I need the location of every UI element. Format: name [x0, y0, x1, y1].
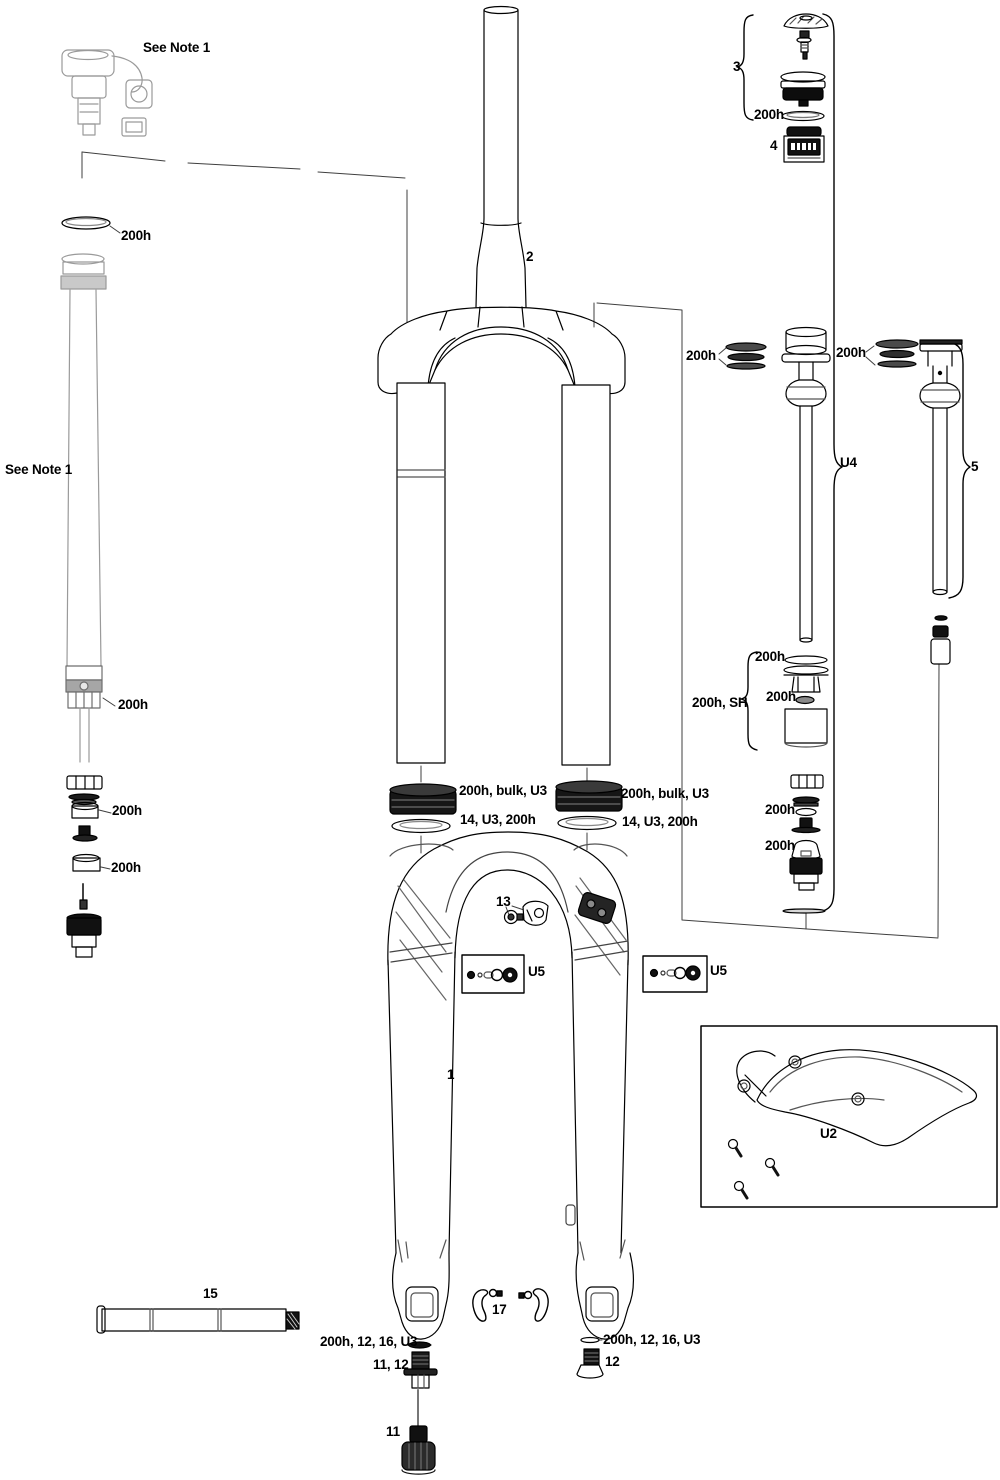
bottomless-token-4	[784, 127, 824, 162]
brace-5	[949, 342, 970, 598]
oring-top-left-label: 200h	[121, 228, 151, 243]
dropout-left	[393, 1240, 450, 1339]
seal-left-label: 200h, bulk, U3	[459, 783, 547, 798]
seal-rings-5	[876, 340, 918, 367]
part-13-label: 13	[496, 894, 511, 909]
dust-seal-right	[556, 781, 622, 811]
left-cup1-label: 200h	[112, 803, 142, 818]
foam-right-label: 14, U3, 200h	[622, 814, 698, 829]
airshaft-label: 200h	[118, 697, 148, 712]
rebound-knob-11	[402, 1390, 435, 1474]
hardware-kit-u5-right	[643, 956, 707, 992]
left-cup2-label: 200h	[111, 860, 141, 875]
dust-seal-left	[390, 784, 456, 814]
seal-rings-u4	[726, 343, 766, 369]
oring-group3-label: 200h	[754, 107, 784, 122]
rebound-bolt-12	[577, 1349, 603, 1378]
fender-kit-u2	[701, 1026, 997, 1207]
top-cap-group-3	[781, 14, 828, 106]
u5-right-label: U5	[710, 963, 727, 978]
part-12-label: 12	[605, 1354, 620, 1369]
fender-screws	[729, 1140, 779, 1199]
crush-right-label: 200h, 12, 16, U3	[603, 1332, 701, 1347]
mid-washer-label: 200h	[765, 802, 795, 817]
note-top-label: See Note 1	[143, 40, 211, 55]
leader-lines	[82, 152, 939, 1340]
rebound-adjuster-11-12	[404, 1352, 437, 1388]
part-11-label: 11	[386, 1424, 400, 1439]
fender-bolt-13	[505, 901, 549, 925]
foam-ring-left	[392, 820, 450, 833]
part-3-label: 3	[733, 59, 741, 74]
crown-oring	[62, 217, 110, 229]
u4-label: U4	[840, 455, 857, 470]
crush-washer-right	[581, 1338, 599, 1343]
hardware-kit-u5-left	[462, 955, 524, 993]
foam-ring-right	[558, 817, 616, 830]
rings-u4-label: 200h	[686, 348, 716, 363]
remote-lockout-module-ghost	[62, 50, 152, 136]
left-seal-head-stack	[67, 776, 102, 957]
foam-left-label: 14, U3, 200h	[460, 812, 536, 827]
sh-mid-label: 200h	[766, 689, 796, 704]
stanchion-right	[562, 385, 610, 765]
cable-guides-17	[473, 1289, 548, 1321]
steerer-tube	[476, 7, 526, 308]
seal-right-label: 200h, bulk, U3	[621, 786, 709, 801]
dropout-right	[576, 1240, 633, 1339]
part-5-label: 5	[971, 459, 979, 474]
u5-left-label: U5	[528, 964, 545, 979]
part-15-label: 15	[203, 1286, 218, 1301]
mid-dome-label: 200h	[765, 838, 795, 853]
damper-u4	[782, 328, 830, 643]
crush-left-label: 200h, 12, 16, U3	[320, 1334, 418, 1349]
sh-group-label: 200h, SH	[692, 695, 748, 710]
sh-top-label: 200h	[755, 649, 785, 664]
part-1-label: 1	[447, 1067, 455, 1082]
air-spring-assembly-ghost	[61, 254, 106, 762]
stanchion-left	[397, 383, 445, 763]
part-2-label: 2	[526, 249, 534, 264]
adjuster-label: 11, 12	[373, 1357, 409, 1372]
u2-label: U2	[820, 1126, 837, 1141]
crown	[378, 307, 625, 394]
part-4-label: 4	[770, 138, 778, 153]
thru-axle-15	[97, 1306, 299, 1333]
note-left-label: See Note 1	[5, 462, 73, 477]
part-17-label: 17	[492, 1302, 507, 1317]
damper-shaft-5	[920, 340, 962, 664]
oring-group-3	[782, 112, 824, 121]
rings-5-label: 200h	[836, 345, 866, 360]
